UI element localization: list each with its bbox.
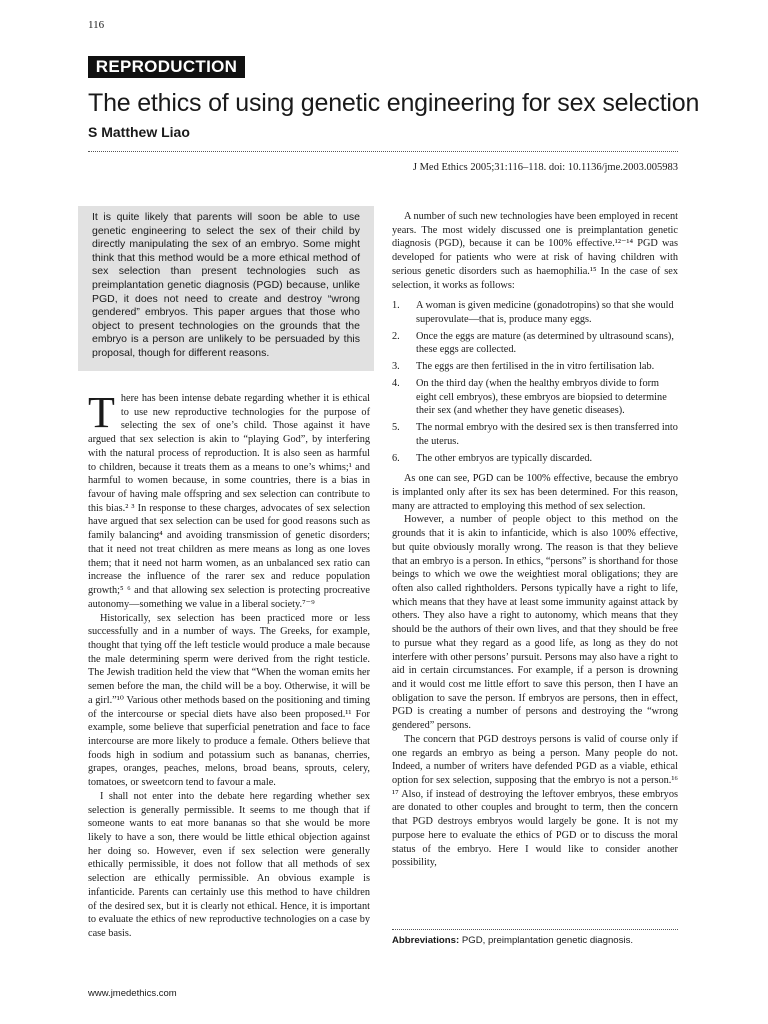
right-column: [392, 210, 678, 870]
list-item: [392, 360, 678, 374]
page-number: 116: [88, 19, 105, 31]
list-item: [392, 299, 678, 326]
list-number: 6.: [392, 452, 400, 464]
list-text: The normal embryo with the desired sex is then transferred into the uterus.: [416, 422, 678, 447]
abbreviations-note: [392, 935, 678, 946]
body-paragraph: There has been intense debate regarding whether it is ethical to use new reproductive technologies for the purpose of selecting the sex of one’s child. Those against it have argued that sex selection is akin to “playing God”, by interfering with the natural process of reproduction. It is also seen as harmful to children, because it treats them as a means to one’s whims;¹ and harmful to women because, in some countries, there is a bias in favour of having male offspring and sex selection can contribute to this bias.² ³ In response to these charges, advocates of sex selection have argued that sex selection can be used for good reasons such as family balancing⁴ and avoiding transmission of genetic disorders; that it need not treat children as mere means as long as one loves them; that it need not harm women, as an unbalanced sex ratio can increase the influence of the rarer sex and reduce population growth;⁵ ⁶ and that allowing sex selection is protecting procreative autonomy—something we value in a liberal society.⁷⁻⁹: [88, 388, 370, 610]
journal-url[interactable]: www.jmedethics.com: [88, 988, 177, 999]
section-label: REPRODUCTION: [88, 56, 245, 78]
list-item: [392, 452, 678, 466]
header-divider: [88, 151, 678, 152]
list-text: The eggs are then fertilised in the in vitro fertilisation lab.: [416, 361, 655, 373]
body-paragraph: However, a number of people object to this method on the grounds that it is akin to infanticide, which is also 100% effective, but quite obviously morally wrong. The reason is that they believe that an embryo is a person. In ethics, “persons” is shorthand for those beings to which we owe the weightiest moral obligations; they are often also called rightholders. Persons typically have a right to life, which means that they have at least some immunity against attack by others. They also have a right to autonomy, which means that they should be the authors of their own lives, and that they should be free to pursue what they regard as a good life, as long as they do not interfere with other persons’ pursuit. Persons may also have a right to aid in certain circumstances. For example, if a person is drowning and it would cost me little effort to save this person, then I have an obligation to save the person. If embryos are persons, then in effect, PGD is creating a number of persons and destroying the “wrong gendered” persons.: [392, 514, 678, 732]
list-text: On the third day (when the healthy embryos divide to form eight cell embryos), these embryos are biopsied to determine their sex (and whether they have genetic diseases).: [416, 377, 667, 417]
list-item: [392, 421, 678, 448]
body-paragraph: As one can see, PGD can be 100% effective, because the embryo is implanted only after its sex has been determined. For this reason, many are attracted to employing this method of sex selection.: [392, 473, 678, 512]
footnote-divider: [392, 929, 678, 930]
list-item: [392, 330, 678, 357]
abbreviations-text: PGD, preimplantation genetic diagnosis.: [461, 935, 634, 946]
body-paragraph: I shall not enter into the debate here regarding whether sex selection is generally permissible. It seems to me though that if someone wants to eat more bananas so that she would be more likely to have a son, there would be little ethical objection against her doing so. However, even if sex selection were generally ethically permissible, it does not follow that all methods of sex selection are ethically permissible. An obvious example is infanticide. Parents can certainly use this method to have children of the desired sex, but it is clearly not ethical. Hence, it is important to evaluate the ethics of new reproductive technologies on a case by case basis.: [88, 790, 370, 940]
abbreviations-label: Abbreviations:: [392, 935, 460, 946]
list-text: The other embryos are typically discarded.: [416, 452, 593, 464]
article-title: The ethics of using genetic engineering for sex selection: [88, 89, 700, 117]
abstract-box: [78, 206, 374, 371]
body-paragraph: A number of such new technologies have been employed in recent years. The most widely discussed one is preimplantation genetic diagnosis (PGD), because it can be 100% effective.¹²⁻¹⁴ PGD was developed for patients who were at risk of having children with serious genetic disorders such as haemophilia.¹⁵ In the case of sex selection, it works as follows:: [392, 211, 678, 291]
list-number: 2.: [392, 330, 400, 342]
abstract-text: It is quite likely that parents will soon be able to use genetic engineering to select the sex of their child by directly manipulating the sex of an embryo. Some might think that this method would be a more ethical method of sex selection than present technologies such as preimplantation genetic diagnosis (PGD) because, unlike PGD, it does not need to create and destroy “wrong gendered” embryos. This paper argues that those who object to present technologies on the grounds that the embryo is a person are unlikely to be persuaded by this proposal, though for different reasons.: [92, 211, 360, 359]
list-number: 5.: [392, 422, 400, 434]
body-paragraph: The concern that PGD destroys persons is valid of course only if one regards an embryo as being a person. Many people do not. Indeed, a number of writers have defended PGD as a viable, ethical option for sex selection, supposing that the embryo is not a person.¹⁶ ¹⁷ Also, if instead of destroying the leftover embryos, these embryos are donated to other couples and brought to term, then the concern that PGD destroys embryos would largely be gone. It is not my purpose here to evaluate the ethics of PGD or to discuss the moral status of the embryo. Here I would like to consider another possibility,: [392, 733, 678, 869]
list-text: Once the eggs are mature (as determined by ultrasound scans), these eggs are collected.: [416, 330, 674, 356]
list-text: A woman is given medicine (gonadotropins) so that she would superovulate—that is, produce many eggs.: [416, 300, 674, 326]
procedure-list: [392, 299, 678, 465]
list-item: [392, 377, 678, 418]
list-number: 3.: [392, 361, 400, 373]
list-number: 1.: [392, 300, 400, 312]
body-paragraph: Historically, sex selection has been practiced more or less successfully and in a number of ways. The Greeks, for example, thought that tying off the left testicle would produce a male because the male determining sperm were derived from the right testicle. The Jewish tradition held the view that “When the woman emits her semen before the man, the child will be a boy. Otherwise, it will be a girl.”¹⁰ Various other methods based on the positioning and timing of the intercourse or special diets have also been proposed.¹¹ For example, some believe that superficial penetration and face to face intercourse are more likely to produce a female. Others believe that foods high in sodium and potassium such as bananas, cherries, grapes, oranges, peaches, melons, broad beans, sprouts, celery, tomatoes, or sweetcorn tend to favour a male.: [88, 612, 370, 789]
author-name: S Matthew Liao: [88, 124, 190, 140]
list-number: 4.: [392, 377, 400, 389]
left-column: [88, 388, 370, 941]
citation: J Med Ethics 2005;31:116–118. doi: 10.1136/jme.2003.005983: [412, 162, 678, 173]
